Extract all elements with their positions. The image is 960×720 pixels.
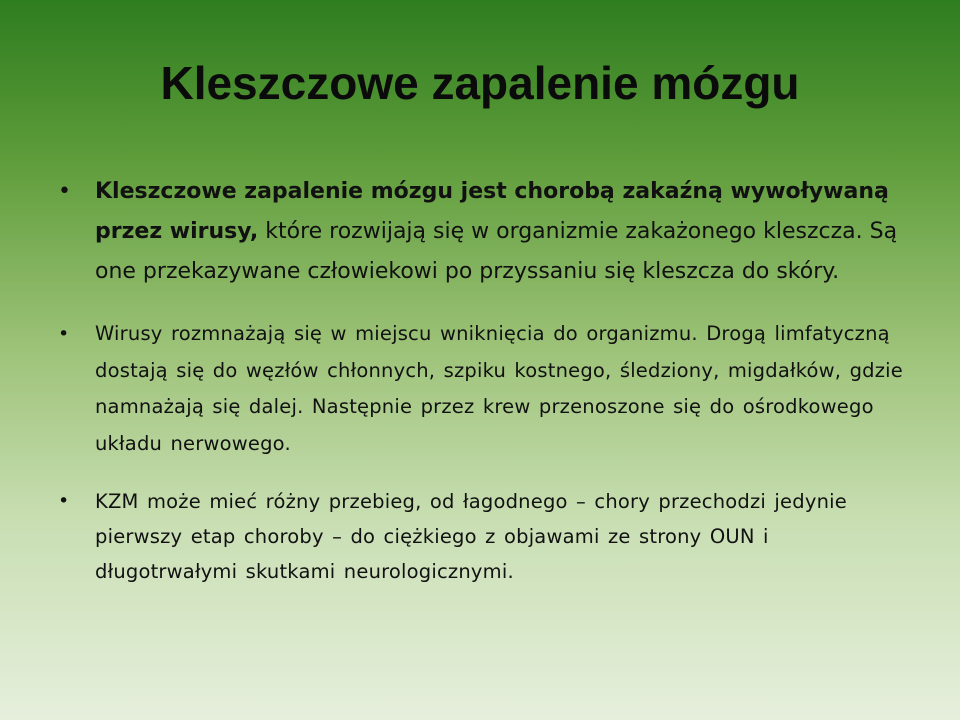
bullet-text: Wirusy rozmnażają się w miejscu wniknięcia do organizmu. Drogą limfatyczną dostają się do węzłów chłonnych, szpiku kostnego, śledziony, migdałków, gdzie namnażają się dalej. Następnie przez krew przenoszone się do ośrodkowego układu nerwowego. bbox=[95, 322, 904, 455]
slide-title: Kleszczowe zapalenie mózgu bbox=[160, 57, 800, 109]
bullet-marker: • bbox=[58, 179, 71, 204]
bullet-text: które rozwijają się w organizmie zakażonego kleszcza. Są one przekazywane człowiekowi po przyssaniu się kleszcza do skóry. bbox=[95, 219, 898, 284]
bullet-text: KZM może mieć różny przebieg, od łagodnego – chory przechodzi jedynie pierwszy etap choroby – do ciężkiego z objawami ze strony OUN i długotrwałymi skutkami neurologicznymi. bbox=[95, 490, 847, 583]
bullet-marker: • bbox=[58, 490, 70, 512]
bullet-item bbox=[58, 484, 908, 589]
bullet-list bbox=[58, 172, 908, 589]
bullet-bold-text: Kleszczowe zapalenie mózgu jest chorobą zakaźną wywoływaną przez wirusy, bbox=[95, 179, 889, 244]
bullet-item bbox=[58, 172, 908, 292]
bullet-item bbox=[58, 316, 908, 462]
bullet-marker: • bbox=[58, 323, 70, 345]
